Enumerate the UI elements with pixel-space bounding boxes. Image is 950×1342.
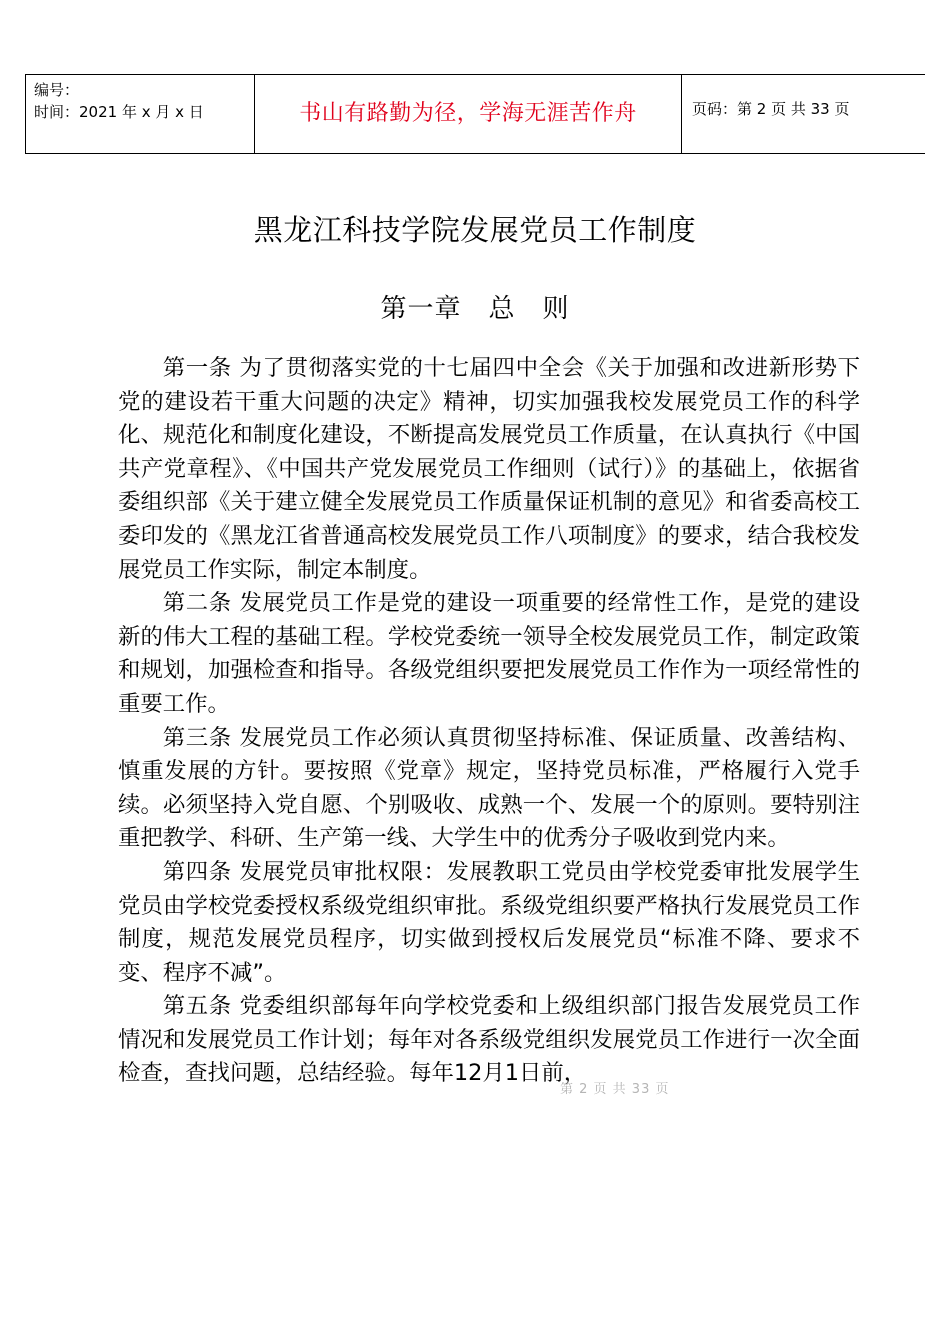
serial-number-label: 编号：	[34, 81, 80, 99]
motto-text: 书山有路勤为径，学海无涯苦作舟	[299, 100, 637, 126]
article-3: 第三条 发展党员工作必须认真贯彻坚持标准、保证质量、改善结构、慎重发展的方针。要按照《党章》规定，坚持党员标准，严格履行入党手续。必须坚持入党自愿、个别吸收、成熟一个、发展一个的原则。要特别注重把教学、科研、生产第一线、大学生中的优秀分子吸收到党内来。	[118, 724, 860, 852]
time-label: 时间：2021 年 x 月 x 日	[34, 103, 204, 121]
header-meta-cell	[26, 75, 255, 153]
page-footer-watermark: 第 2 页 共 33 页	[560, 1082, 670, 1097]
article-1: 第一条 为了贯彻落实党的十七届四中全会《关于加强和改进新形势下党的建设若干重大问题的决定》精神，切实加强我校发展党员工作的科学化、规范化和制度化建设，不断提高发展党员工作质量，在认真执行《中国共产党章程》、《中国共产党发展党员工作细则（试行）》的基础上，依据省委组织部《关于建立健全发展党员工作质量保证机制的意见》和省委高校工委印发的《黑龙江省普通高校发展党员工作八项制度》的要求，结合我校发展党员工作实际，制定本制度。	[118, 355, 860, 583]
document-header-table	[25, 74, 925, 154]
document-body	[118, 352, 860, 1091]
article-2: 第二条 发展党员工作是党的建设一项重要的经常性工作，是党的建设新的伟大工程的基础工程。学校党委统一领导全校发展党员工作，制定政策和规划，加强检查和指导。各级党组织要把发展党员工作作为一项经常性的重要工作。	[118, 590, 860, 717]
article-5: 第五条 党委组织部每年向学校党委和上级组织部门报告发展党员工作情况和发展党员工作计划；每年对各系级党组织发展党员工作进行一次全面检查，查找问题，总结经验。每年12月1日前，	[118, 993, 860, 1087]
article-4: 第四条 发展党员审批权限：发展教职工党员由学校党委审批发展学生党员由学校党委授权系级党组织审批。系级党组织要严格执行发展党员工作制度，规范发展党员程序，切实做到授权后发展党员“标准不降、要求不变、程序不减”。	[118, 858, 860, 986]
header-page-cell	[682, 69, 925, 147]
header-motto-cell	[255, 75, 682, 153]
page-info: 页码：第 2 页 共 33 页	[692, 99, 850, 118]
chapter-heading: 第一章 总 则	[380, 294, 570, 324]
document-title: 黑龙江科技学院发展党员工作制度	[253, 213, 697, 247]
